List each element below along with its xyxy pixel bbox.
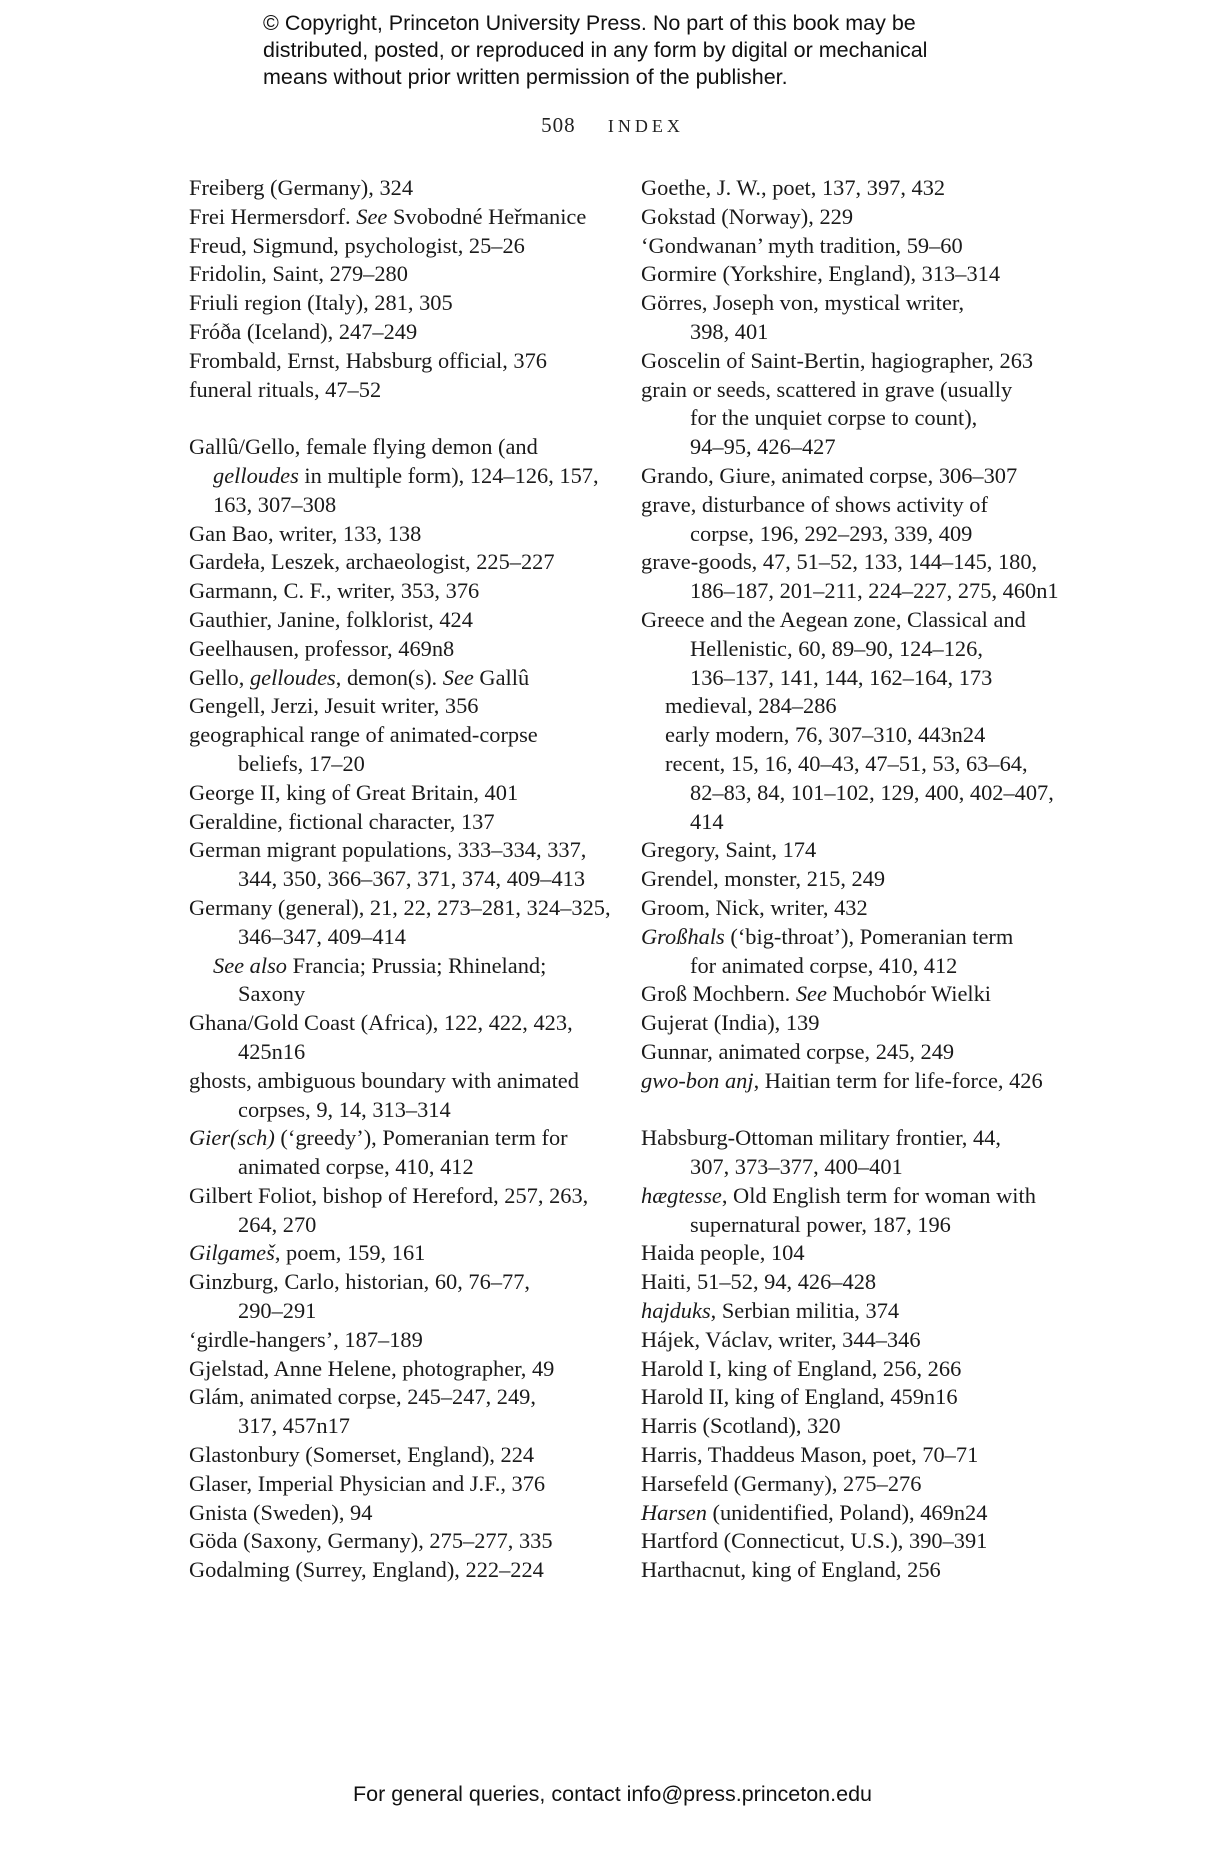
index-entry-line xyxy=(641,980,1061,1009)
index-entry xyxy=(641,1441,1061,1470)
index-entry xyxy=(189,1470,609,1499)
running-head xyxy=(0,113,1225,138)
entry-text: Glám, animated corpse, 245–247, 249, xyxy=(189,1384,536,1410)
index-entry-line xyxy=(641,721,1061,750)
index-entry xyxy=(189,1268,609,1326)
index-entry-line xyxy=(189,1441,609,1470)
entry-text: Harold I, king of England, 256, 266 xyxy=(641,1355,962,1381)
entry-text: animated corpse, 410, 412 xyxy=(238,1154,474,1180)
index-entry-line xyxy=(189,635,609,664)
entry-text: Gjelstad, Anne Helene, photographer, 49 xyxy=(189,1355,555,1381)
index-entry-line xyxy=(641,1499,1061,1528)
index-entry xyxy=(189,577,609,606)
index-entry-line xyxy=(641,1383,1061,1412)
index-entry-line xyxy=(641,1527,1061,1556)
entry-text: Gallû xyxy=(473,664,530,690)
index-entry xyxy=(189,692,609,721)
entry-text: 344, 350, 366–367, 371, 374, 409–413 xyxy=(238,866,586,892)
index-entry-line xyxy=(641,808,1061,837)
entry-text: Svobodné Heřmanice xyxy=(387,203,587,229)
index-entry-line xyxy=(189,347,609,376)
entry-text: ‘Gondwanan’ myth tradition, 59–60 xyxy=(641,232,963,258)
index-entry-line xyxy=(641,548,1061,577)
index-entry-line xyxy=(641,1556,1061,1585)
entry-text: Gan Bao, writer, 133, 138 xyxy=(189,520,422,546)
index-entry-line xyxy=(641,174,1061,203)
italic-term: See xyxy=(442,664,474,690)
index-entry-line xyxy=(641,952,1061,981)
index-entry xyxy=(641,1355,1061,1384)
index-entry-line xyxy=(189,1297,609,1326)
index-entry xyxy=(189,433,609,519)
entry-text: 136–137, 141, 144, 162–164, 173 xyxy=(690,664,993,690)
entry-text: Glastonbury (Somerset, England), 224 xyxy=(189,1442,535,1468)
entry-text: 163, 307–308 xyxy=(213,491,337,517)
entry-text: 398, 401 xyxy=(690,318,769,344)
entry-text: Haiti, 51–52, 94, 426–428 xyxy=(641,1269,877,1295)
entry-text: Goscelin of Saint-Bertin, hagiographer, 263 xyxy=(641,347,1034,373)
index-entry xyxy=(641,260,1061,289)
index-entry xyxy=(189,779,609,808)
index-entry-line xyxy=(189,750,609,779)
letter-group-gap xyxy=(641,1096,1061,1125)
index-entry xyxy=(641,376,1061,462)
index-entry xyxy=(641,980,1061,1009)
entry-text: funeral rituals, 47–52 xyxy=(189,376,382,402)
index-entry-line xyxy=(641,462,1061,491)
entry-text: 346–347, 409–414 xyxy=(238,923,406,949)
index-entry-line xyxy=(189,721,609,750)
italic-term: gelloudes xyxy=(249,664,336,690)
index-entry xyxy=(641,1412,1061,1441)
entry-text: for the unquiet corpse to count), xyxy=(690,405,978,431)
italic-term: Harsen xyxy=(641,1499,707,1525)
index-entry xyxy=(641,1009,1061,1038)
index-entry-line xyxy=(189,1527,609,1556)
index-entry xyxy=(641,491,1061,549)
index-entry xyxy=(641,836,1061,865)
index-entry-line xyxy=(641,865,1061,894)
entry-text: Harris (Scotland), 320 xyxy=(641,1413,841,1439)
entry-text: Glaser, Imperial Physician and J.F., 376 xyxy=(189,1470,546,1496)
index-entry-line xyxy=(189,260,609,289)
index-entry xyxy=(641,1527,1061,1556)
index-entry-line xyxy=(189,1211,609,1240)
index-entry-line xyxy=(641,923,1061,952)
index-entry-line xyxy=(189,606,609,635)
entry-text: Groß Mochbern. xyxy=(641,981,796,1007)
index-entry-line xyxy=(189,577,609,606)
index-entry-line xyxy=(641,1038,1061,1067)
entry-text: Gallû/Gello, female flying demon (and xyxy=(189,434,538,460)
index-entry xyxy=(189,836,609,894)
index-entry-line xyxy=(189,865,609,894)
entry-text: Hájek, Václav, writer, 344–346 xyxy=(641,1326,921,1352)
entry-text: early modern, 76, 307–310, 443n24 xyxy=(665,722,986,748)
index-entry-line xyxy=(641,1355,1061,1384)
copyright-line: distributed, posted, or reproduced in any form by digital or mechanical xyxy=(263,38,928,62)
entry-text: Saxony xyxy=(238,981,306,1007)
index-entry xyxy=(189,1239,609,1268)
index-entry-line xyxy=(189,289,609,318)
entry-text: Ghana/Gold Coast (Africa), 122, 422, 423, xyxy=(189,1010,573,1036)
index-entry-line xyxy=(189,952,609,981)
index-entry xyxy=(189,260,609,289)
entry-text: recent, 15, 16, 40–43, 47–51, 53, 63–64, xyxy=(665,750,1028,776)
entry-text: Germany (general), 21, 22, 273–281, 324–325, xyxy=(189,894,611,920)
index-entry xyxy=(189,1124,609,1182)
index-entry-line xyxy=(641,376,1061,405)
entry-text: Fridolin, Saint, 279–280 xyxy=(189,261,408,287)
entry-text: 94–95, 426–427 xyxy=(690,434,836,460)
index-entry xyxy=(189,894,609,952)
index-entry xyxy=(189,203,609,232)
entry-text: , poem, 159, 161 xyxy=(274,1240,426,1266)
index-entry xyxy=(641,1326,1061,1355)
entry-text: Frombald, Ernst, Habsburg official, 376 xyxy=(189,347,547,373)
entry-text: (‘greedy’), Pomeranian term for xyxy=(274,1125,568,1151)
index-entry-line xyxy=(189,923,609,952)
entry-text: Fróða (Iceland), 247–249 xyxy=(189,318,418,344)
entry-text: Godalming (Surrey, England), 222–224 xyxy=(189,1557,544,1583)
index-entry-line xyxy=(189,1067,609,1096)
index-column-right xyxy=(641,174,1061,1585)
index-entry-line xyxy=(189,664,609,693)
index-entry xyxy=(641,1038,1061,1067)
italic-term: hajduks xyxy=(641,1298,711,1324)
index-entry xyxy=(189,1355,609,1384)
index-entry-line xyxy=(189,520,609,549)
index-entry-line xyxy=(189,980,609,1009)
italic-term: gwo-bon anj xyxy=(641,1067,754,1093)
index-entry-line xyxy=(189,376,609,405)
index-entry-line xyxy=(641,1412,1061,1441)
index-entry xyxy=(189,376,609,405)
italic-term: See xyxy=(795,981,827,1007)
index-entry xyxy=(641,606,1061,692)
index-entry-line xyxy=(189,174,609,203)
index-entry-line xyxy=(641,1268,1061,1297)
copyright-line: © Copyright, Princeton University Press. No part of this book may be xyxy=(263,11,916,35)
italic-term: hægtesse xyxy=(641,1182,722,1208)
index-subentry xyxy=(641,750,1061,836)
index-entry xyxy=(189,635,609,664)
index-entry xyxy=(189,1067,609,1125)
index-entry-line xyxy=(189,808,609,837)
entry-text: ghosts, ambiguous boundary with animated xyxy=(189,1067,579,1093)
index-entry-line xyxy=(641,894,1061,923)
index-entry-line xyxy=(641,491,1061,520)
entry-text: Harris, Thaddeus Mason, poet, 70–71 xyxy=(641,1442,979,1468)
index-entry xyxy=(189,1441,609,1470)
index-entry-line xyxy=(189,491,609,520)
entry-text: grave-goods, 47, 51–52, 133, 144–145, 180, xyxy=(641,549,1038,575)
index-entry-line xyxy=(641,1182,1061,1211)
entry-text: Gormire (Yorkshire, England), 313–314 xyxy=(641,261,1001,287)
index-entry xyxy=(189,721,609,779)
entry-text: Gujerat (India), 139 xyxy=(641,1010,820,1036)
index-entry xyxy=(641,865,1061,894)
index-entry-line xyxy=(641,779,1061,808)
entry-text: supernatural power, 187, 196 xyxy=(690,1211,951,1237)
index-entry xyxy=(641,232,1061,261)
entry-text: , Serbian militia, 374 xyxy=(710,1298,900,1324)
entry-text: Grando, Giure, animated corpse, 306–307 xyxy=(641,462,1018,488)
italic-term: gelloudes xyxy=(213,462,299,488)
index-entry xyxy=(189,1556,609,1585)
index-entry xyxy=(189,520,609,549)
entry-text: for animated corpse, 410, 412 xyxy=(690,952,958,978)
index-entry xyxy=(641,203,1061,232)
index-entry-line xyxy=(641,404,1061,433)
entry-text: Garmann, C. F., writer, 353, 376 xyxy=(189,578,480,604)
entry-text: medieval, 284–286 xyxy=(665,693,837,719)
entry-text: Gengell, Jerzi, Jesuit writer, 356 xyxy=(189,693,479,719)
index-entry-line xyxy=(189,1470,609,1499)
entry-text: Hellenistic, 60, 89–90, 124–126, xyxy=(690,635,983,661)
index-entry-line xyxy=(641,635,1061,664)
index-entry-line xyxy=(189,779,609,808)
entry-text: 186–187, 201–211, 224–227, 275, 460n1 xyxy=(690,578,1059,604)
entry-text: Grendel, monster, 215, 249 xyxy=(641,866,886,892)
index-entry-line xyxy=(189,1239,609,1268)
entry-text: Gokstad (Norway), 229 xyxy=(641,203,854,229)
index-entry-line xyxy=(641,1124,1061,1153)
index-entry xyxy=(189,318,609,347)
index-entry-line xyxy=(189,1499,609,1528)
index-entry-line xyxy=(189,894,609,923)
entry-text: grain or seeds, scattered in grave (usually xyxy=(641,376,1013,402)
index-entry-line xyxy=(189,1556,609,1585)
entry-text: , Haitian term for life-force, 426 xyxy=(753,1067,1043,1093)
italic-term: Großhals xyxy=(641,923,725,949)
index-entry-line xyxy=(189,1124,609,1153)
entry-text: Harold II, king of England, 459n16 xyxy=(641,1384,958,1410)
entry-text: Freiberg (Germany), 324 xyxy=(189,175,414,200)
index-entry-line xyxy=(189,1412,609,1441)
entry-text: Freud, Sigmund, psychologist, 25–26 xyxy=(189,232,525,258)
index-entry-line xyxy=(641,577,1061,606)
entry-text: Friuli region (Italy), 281, 305 xyxy=(189,290,453,316)
index-entry-line xyxy=(189,462,609,491)
index-entry-line xyxy=(189,203,609,232)
entry-text: in multiple form), 124–126, 157, xyxy=(298,462,599,488)
index-entry xyxy=(189,548,609,577)
index-entry-line xyxy=(189,1153,609,1182)
entry-text: Harthacnut, king of England, 256 xyxy=(641,1557,941,1583)
entry-text: Gardeła, Leszek, archaeologist, 225–227 xyxy=(189,549,555,575)
index-entry xyxy=(641,1067,1061,1096)
index-column-left xyxy=(189,174,609,1585)
index-entry xyxy=(189,606,609,635)
entry-text: Goethe, J. W., poet, 137, 397, 432 xyxy=(641,175,946,200)
italic-term: See also xyxy=(213,952,287,978)
index-entry-line xyxy=(641,1470,1061,1499)
section-title: INDEX xyxy=(607,116,684,136)
entry-text: Greece and the Aegean zone, Classical and xyxy=(641,606,1026,632)
entry-text: (unidentified, Poland), 469n24 xyxy=(706,1499,988,1525)
index-subentry xyxy=(641,721,1061,750)
index-entry-line xyxy=(189,1182,609,1211)
entry-text: beliefs, 17–20 xyxy=(238,750,365,776)
entry-text: , demon(s). xyxy=(335,664,443,690)
index-entry-line xyxy=(189,433,609,462)
index-entry-line xyxy=(641,433,1061,462)
index-entry xyxy=(189,808,609,837)
index-entry xyxy=(641,1556,1061,1585)
index-entry xyxy=(641,923,1061,981)
index-entry xyxy=(189,1182,609,1240)
index-entry xyxy=(641,1239,1061,1268)
index-entry xyxy=(189,289,609,318)
index-entry-line xyxy=(189,1038,609,1067)
index-entry-line xyxy=(189,548,609,577)
entry-text: 82–83, 84, 101–102, 129, 400, 402–407, xyxy=(690,779,1054,805)
index-entry-line xyxy=(189,1326,609,1355)
index-entry xyxy=(641,289,1061,347)
entry-text: ‘girdle-hangers’, 187–189 xyxy=(189,1326,423,1352)
index-entry xyxy=(641,1499,1061,1528)
entry-text: Gello, xyxy=(189,664,250,690)
entry-text: Muchobór Wielki xyxy=(826,981,992,1007)
copyright-line: means without prior written permission of the publisher. xyxy=(263,65,788,89)
index-entry-line xyxy=(641,203,1061,232)
page-number: 508 xyxy=(541,113,576,137)
index-entry xyxy=(641,1124,1061,1182)
entry-text: 264, 270 xyxy=(238,1211,317,1237)
entry-text: Gnista (Sweden), 94 xyxy=(189,1499,373,1525)
index-entry xyxy=(641,174,1061,203)
index-entry-line xyxy=(641,1153,1061,1182)
letter-group-gap xyxy=(189,404,609,433)
entry-text: corpse, 196, 292–293, 339, 409 xyxy=(690,520,973,546)
italic-term: Gier(sch) xyxy=(189,1125,275,1151)
entry-text: 414 xyxy=(690,808,724,834)
index-entry-line xyxy=(641,289,1061,318)
entry-text: 307, 373–377, 400–401 xyxy=(690,1154,903,1180)
entry-text: Geelhausen, professor, 469n8 xyxy=(189,635,455,661)
index-subentry xyxy=(189,952,609,1010)
index-entry xyxy=(189,1527,609,1556)
footer-contact: For general queries, contact info@press.princeton.edu xyxy=(352,1782,872,1806)
index-entry xyxy=(641,462,1061,491)
entry-text: Groom, Nick, writer, 432 xyxy=(641,894,868,920)
entry-text: Habsburg-Ottoman military frontier, 44, xyxy=(641,1125,1001,1151)
index-entry xyxy=(641,1182,1061,1240)
index-entry-line xyxy=(641,1239,1061,1268)
index-entry-line xyxy=(641,318,1061,347)
entry-text: Frei Hermersdorf. xyxy=(189,203,357,229)
index-entry-line xyxy=(641,1067,1061,1096)
index-entry xyxy=(189,1326,609,1355)
index-entry-line xyxy=(189,1355,609,1384)
index-entry-line xyxy=(189,836,609,865)
entry-text: (‘big-throat’), Pomeranian term xyxy=(724,923,1014,949)
index-entry-line xyxy=(641,750,1061,779)
index-entry xyxy=(641,1297,1061,1326)
entry-text: Geraldine, fictional character, 137 xyxy=(189,808,495,834)
index-entry-line xyxy=(189,1383,609,1412)
index-entry-line xyxy=(641,664,1061,693)
index-entry-line xyxy=(189,318,609,347)
index-entry-line xyxy=(189,692,609,721)
entry-text: 317, 457n17 xyxy=(238,1413,350,1439)
entry-text: corpses, 9, 14, 313–314 xyxy=(238,1096,451,1122)
entry-text: Francia; Prussia; Rhineland; xyxy=(287,952,547,978)
index-entry xyxy=(189,347,609,376)
entry-text: Gregory, Saint, 174 xyxy=(641,837,817,863)
index-entry-line xyxy=(641,520,1061,549)
entry-text: geographical range of animated-corpse xyxy=(189,722,538,748)
index-entry-line xyxy=(189,232,609,261)
index-entry-line xyxy=(641,692,1061,721)
entry-text: Hartford (Connecticut, U.S.), 390–391 xyxy=(641,1528,988,1554)
index-entry-line xyxy=(641,347,1061,376)
entry-text: Gauthier, Janine, folklorist, 424 xyxy=(189,606,473,632)
entry-text: Haida people, 104 xyxy=(641,1240,805,1266)
index-entry xyxy=(641,1268,1061,1297)
index-entry-line xyxy=(641,1211,1061,1240)
index-entry xyxy=(189,664,609,693)
index-entry xyxy=(641,894,1061,923)
entry-text: Gunnar, animated corpse, 245, 249 xyxy=(641,1038,955,1064)
entry-text: Görres, Joseph von, mystical writer, xyxy=(641,290,965,316)
italic-term: See xyxy=(356,203,388,229)
index-entry xyxy=(641,548,1061,606)
index-entry xyxy=(189,1499,609,1528)
italic-term: Gilgameš xyxy=(189,1240,275,1266)
index-entry xyxy=(641,1383,1061,1412)
entry-text: George II, king of Great Britain, 401 xyxy=(189,779,519,805)
entry-text: , Old English term for woman with xyxy=(721,1182,1036,1208)
index-entry-line xyxy=(641,1009,1061,1038)
entry-text: Göda (Saxony, Germany), 275–277, 335 xyxy=(189,1528,553,1554)
entry-text: Gilbert Foliot, bishop of Hereford, 257, 263, xyxy=(189,1182,589,1208)
index-entry-line xyxy=(641,606,1061,635)
entry-text: Harsefeld (Germany), 275–276 xyxy=(641,1470,922,1496)
entry-text: 425n16 xyxy=(238,1038,306,1064)
index-entry-line xyxy=(641,1326,1061,1355)
index-entry-line xyxy=(641,1441,1061,1470)
entry-text: German migrant populations, 333–334, 337, xyxy=(189,837,587,863)
index-subentry xyxy=(641,692,1061,721)
index-entry xyxy=(189,232,609,261)
index-entry-line xyxy=(641,232,1061,261)
index-entry-line xyxy=(641,260,1061,289)
entry-text: Ginzburg, Carlo, historian, 60, 76–77, xyxy=(189,1269,531,1295)
entry-text: 290–291 xyxy=(238,1298,317,1324)
index-entry xyxy=(189,174,609,203)
index-entry-line xyxy=(641,836,1061,865)
index-entry xyxy=(189,1009,609,1067)
copyright-notice xyxy=(263,10,1023,91)
index-entry-line xyxy=(641,1297,1061,1326)
index-entry xyxy=(189,1383,609,1441)
index-entry-line xyxy=(189,1009,609,1038)
entry-text: grave, disturbance of shows activity of xyxy=(641,491,988,517)
index-entry-line xyxy=(189,1268,609,1297)
index-entry xyxy=(641,347,1061,376)
index-entry-line xyxy=(189,1096,609,1125)
index-entry xyxy=(641,1470,1061,1499)
